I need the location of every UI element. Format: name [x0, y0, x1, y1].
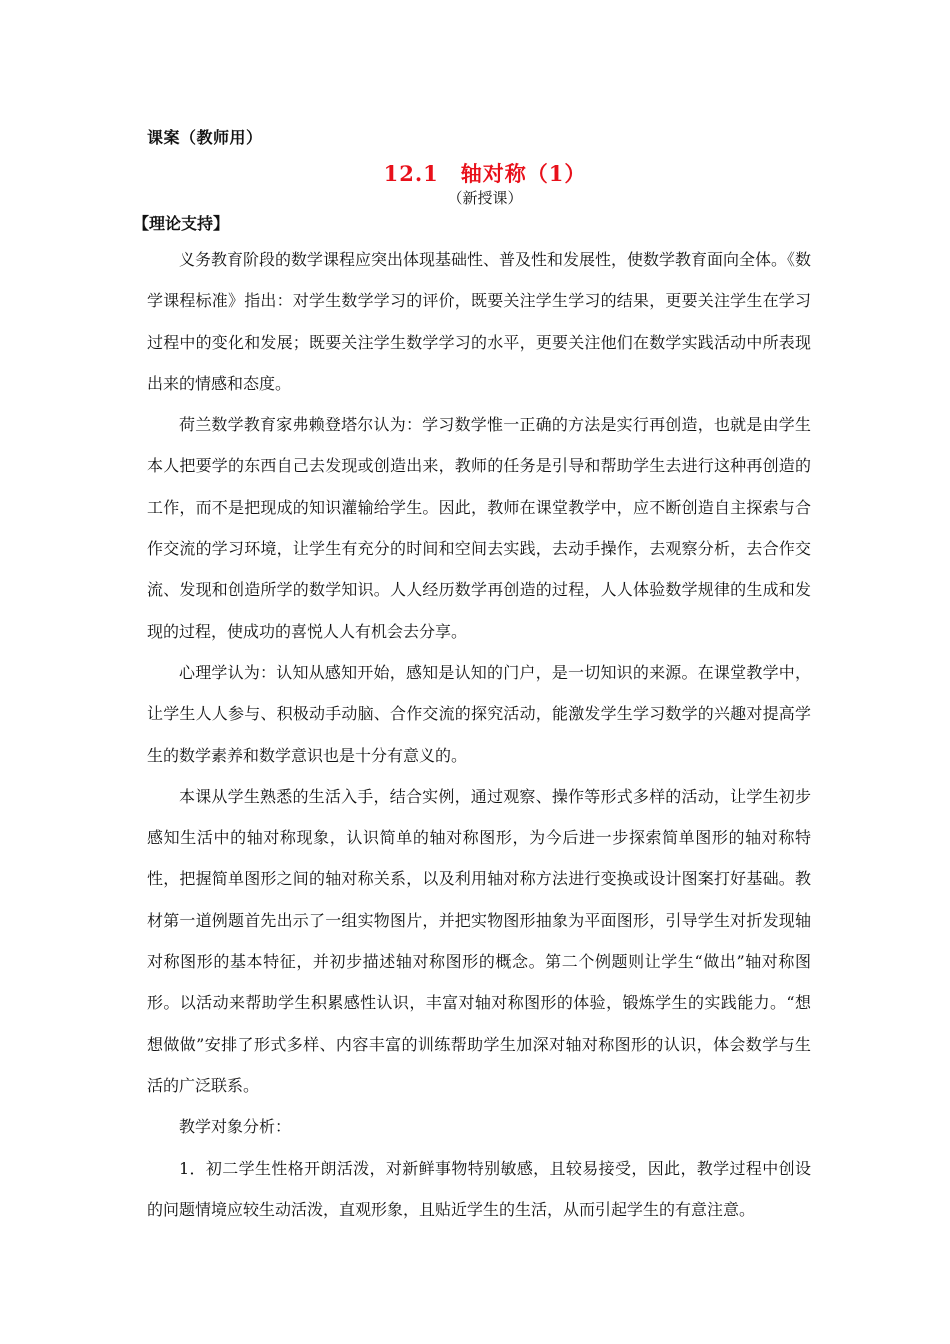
lesson-title: 12.1 轴对称（1） [383, 161, 587, 186]
paragraph-freudenthal: 荷兰数学教育家弗赖登塔尔认为：学习数学惟一正确的方法是实行再创造，也就是由学生本人把要学的东西自己去发现或创造出来，教师的任务是引导和帮助学生去进行这种再创造的工作，而不是把现成的知识灌输给学生。因此，教师在课堂教学中，应不断创造自主探索与合作交流的学习环境，让学生有充分的时间和空间去实践，去动手操作，去观察分析，去合作交流、发现和创造所学的数学知识。人人经历数学再创造的过程，人人体验数学规律的生成和发现的过程，使成功的喜悦人人有机会去分享。 [147, 415, 811, 641]
paragraph-student-analysis-heading: 教学对象分析： [179, 1117, 292, 1137]
lesson-subtitle: （新授课） [447, 189, 523, 207]
document-label: 课案（教师用） [147, 128, 263, 147]
paragraph-curriculum: 义务教育阶段的数学课程应突出体现基础性、普及性和发展性，使数学教育面向全体。《数学课程标准》指出：对学生数学学习的评价，既要关注学生学习的结果，更要关注学生在学习过程中的变化和发展；既要关注学生数学学习的水平，更要关注他们在数学实践活动中所表现出来的情感和态度。 [147, 250, 812, 393]
paragraph-lesson-overview: 本课从学生熟悉的生活入手，结合实例，通过观察、操作等形式多样的活动，让学生初步感知生活中的轴对称现象，认识简单的轴对称图形，为今后进一步探索简单图形的轴对称特性，把握简单图形之间的轴对称关系，以及利用轴对称方法进行变换或设计图案打好基础。教材第一道例题首先出示了一组实物图片，并把实物图形抽象为平面图形，引导学生对折发现轴对称图形的基本特征，并初步描述轴对称图形的概念。第二个例题则让学生“做出”轴对称图形。以活动来帮助学生积累感性认识，丰富对轴对称图形的体验，锻炼学生的实践能力。“想想做做”安排了形式多样、内容丰富的训练帮助学生加深对轴对称图形的认识，体会数学与生活的广泛联系。 [147, 786, 811, 1095]
paragraph-psychology: 心理学认为：认知从感知开始，感知是认知的门户，是一切知识的来源。在课堂教学中，让学生人人参与、积极动手动脑、合作交流的探究活动，能激发学生学习数学的兴趣对提高学生的数学素养和数学意识也是十分有意义的。 [147, 662, 811, 765]
paragraph-student-analysis-1: 1．初二学生性格开朗活泼，对新鲜事物特别敏感，且较易接受，因此，教学过程中创设的问题情境应较生动活泼，直观形象，且贴近学生的生活，从而引起学生的有意注意。 [147, 1158, 811, 1219]
body-text [147, 239, 811, 1230]
section-heading: 【理论支持】 [133, 214, 230, 233]
